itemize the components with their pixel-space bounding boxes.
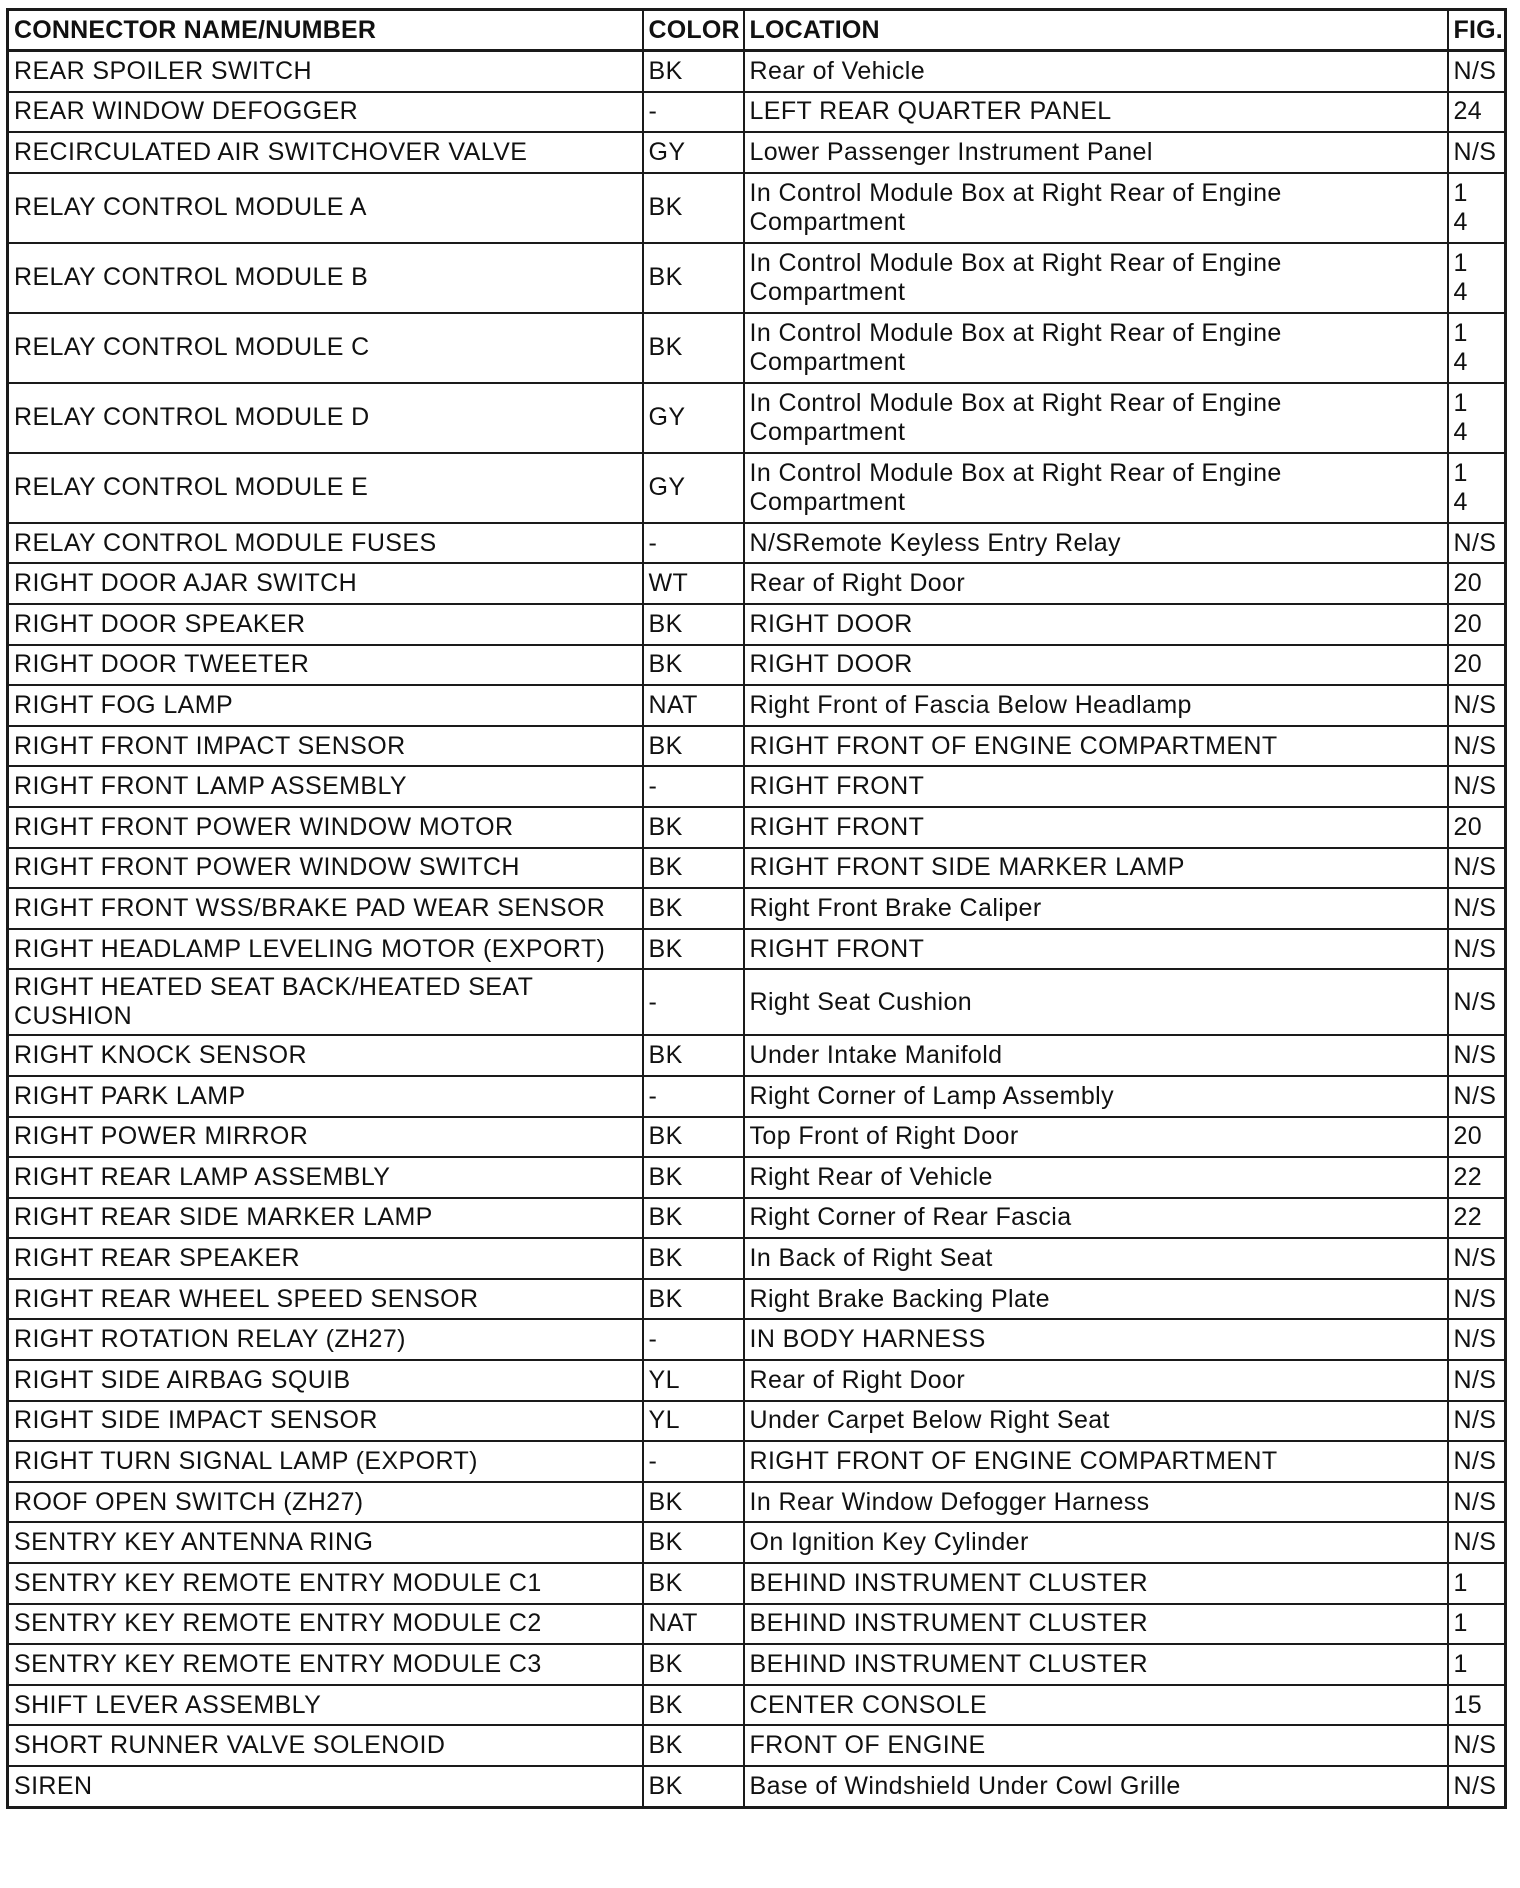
connector-name-cell: RELAY CONTROL MODULE FUSES	[8, 523, 643, 564]
location-cell: On Ignition Key Cylinder	[744, 1522, 1448, 1563]
table-row	[8, 1644, 1506, 1685]
connector-name-cell: RIGHT DOOR SPEAKER	[8, 604, 643, 645]
color-cell: GY	[643, 453, 744, 523]
header-row	[8, 10, 1506, 51]
fig-cell: N/S	[1448, 523, 1506, 564]
fig-cell: N/S	[1448, 1360, 1506, 1401]
color-cell: -	[643, 969, 744, 1035]
connector-name-cell: RELAY CONTROL MODULE A	[8, 173, 643, 243]
fig-cell: N/S	[1448, 969, 1506, 1035]
table-row	[8, 929, 1506, 970]
header-color: COLOR	[643, 10, 744, 51]
connector-name-cell: RELAY CONTROL MODULE B	[8, 243, 643, 313]
fig-cell: 1 4	[1448, 453, 1506, 523]
color-cell: BK	[643, 173, 744, 243]
color-cell: NAT	[643, 685, 744, 726]
location-cell: Lower Passenger Instrument Panel	[744, 132, 1448, 173]
fig-cell: 20	[1448, 807, 1506, 848]
location-cell: In Control Module Box at Right Rear of Engine Compartment	[744, 313, 1448, 383]
table-row	[8, 1482, 1506, 1523]
table-row	[8, 848, 1506, 889]
color-cell: BK	[643, 726, 744, 767]
connector-name-cell: SHORT RUNNER VALVE SOLENOID	[8, 1725, 643, 1766]
color-cell: -	[643, 1076, 744, 1117]
connector-name-cell: RIGHT SIDE IMPACT SENSOR	[8, 1401, 643, 1442]
location-cell: In Back of Right Seat	[744, 1238, 1448, 1279]
color-cell: BK	[643, 807, 744, 848]
color-cell: GY	[643, 383, 744, 453]
connector-name-cell: RIGHT HEADLAMP LEVELING MOTOR (EXPORT)	[8, 929, 643, 970]
fig-cell: N/S	[1448, 1766, 1506, 1807]
table-row	[8, 313, 1506, 383]
table-row	[8, 1685, 1506, 1726]
table-header	[8, 10, 1506, 51]
connector-name-cell: SHIFT LEVER ASSEMBLY	[8, 1685, 643, 1726]
table-row	[8, 645, 1506, 686]
table-row	[8, 1360, 1506, 1401]
color-cell: YL	[643, 1360, 744, 1401]
fig-cell: N/S	[1448, 766, 1506, 807]
color-cell: BK	[643, 1157, 744, 1198]
color-cell: WT	[643, 563, 744, 604]
table-row	[8, 523, 1506, 564]
connector-name-cell: RIGHT TURN SIGNAL LAMP (EXPORT)	[8, 1441, 643, 1482]
fig-cell: N/S	[1448, 132, 1506, 173]
fig-cell: N/S	[1448, 685, 1506, 726]
connector-name-cell: RIGHT FRONT POWER WINDOW MOTOR	[8, 807, 643, 848]
location-cell: RIGHT DOOR	[744, 645, 1448, 686]
location-cell: BEHIND INSTRUMENT CLUSTER	[744, 1644, 1448, 1685]
connector-name-cell: RIGHT PARK LAMP	[8, 1076, 643, 1117]
header-location: LOCATION	[744, 10, 1448, 51]
table-row	[8, 1766, 1506, 1807]
location-cell: LEFT REAR QUARTER PANEL	[744, 92, 1448, 133]
table-row	[8, 1035, 1506, 1076]
location-cell: Right Seat Cushion	[744, 969, 1448, 1035]
location-cell: In Control Module Box at Right Rear of Engine Compartment	[744, 243, 1448, 313]
location-cell: In Control Module Box at Right Rear of Engine Compartment	[744, 453, 1448, 523]
connector-name-cell: RELAY CONTROL MODULE C	[8, 313, 643, 383]
color-cell: BK	[643, 1279, 744, 1320]
location-cell: Under Intake Manifold	[744, 1035, 1448, 1076]
color-cell: GY	[643, 132, 744, 173]
connector-name-cell: RIGHT ROTATION RELAY (ZH27)	[8, 1319, 643, 1360]
table-row	[8, 51, 1506, 92]
fig-cell: N/S	[1448, 726, 1506, 767]
location-cell: RIGHT FRONT OF ENGINE COMPARTMENT	[744, 1441, 1448, 1482]
color-cell: NAT	[643, 1604, 744, 1645]
table-row	[8, 726, 1506, 767]
color-cell: BK	[643, 1685, 744, 1726]
fig-cell: N/S	[1448, 888, 1506, 929]
color-cell: BK	[643, 1563, 744, 1604]
location-cell: FRONT OF ENGINE	[744, 1725, 1448, 1766]
table-row	[8, 1076, 1506, 1117]
fig-cell: 22	[1448, 1157, 1506, 1198]
connector-name-cell: RIGHT HEATED SEAT BACK/HEATED SEAT CUSHION	[8, 969, 643, 1035]
connector-name-cell: SENTRY KEY REMOTE ENTRY MODULE C3	[8, 1644, 643, 1685]
location-cell: Right Corner of Lamp Assembly	[744, 1076, 1448, 1117]
connector-table	[6, 8, 1507, 1809]
fig-cell: 1 4	[1448, 173, 1506, 243]
color-cell: -	[643, 766, 744, 807]
connector-name-cell: RIGHT REAR SPEAKER	[8, 1238, 643, 1279]
table-row	[8, 888, 1506, 929]
table-row	[8, 1401, 1506, 1442]
table-row	[8, 604, 1506, 645]
connector-name-cell: RIGHT FRONT POWER WINDOW SWITCH	[8, 848, 643, 889]
color-cell: BK	[643, 848, 744, 889]
color-cell: BK	[643, 1035, 744, 1076]
color-cell: BK	[643, 243, 744, 313]
location-cell: RIGHT FRONT	[744, 807, 1448, 848]
location-cell: Right Front Brake Caliper	[744, 888, 1448, 929]
connector-name-cell: REAR SPOILER SWITCH	[8, 51, 643, 92]
connector-name-cell: REAR WINDOW DEFOGGER	[8, 92, 643, 133]
location-cell: IN BODY HARNESS	[744, 1319, 1448, 1360]
table-row	[8, 1604, 1506, 1645]
fig-cell: N/S	[1448, 848, 1506, 889]
color-cell: BK	[643, 645, 744, 686]
connector-name-cell: RIGHT SIDE AIRBAG SQUIB	[8, 1360, 643, 1401]
table-row	[8, 1198, 1506, 1239]
table-row	[8, 1441, 1506, 1482]
color-cell: -	[643, 92, 744, 133]
location-cell: BEHIND INSTRUMENT CLUSTER	[744, 1563, 1448, 1604]
table-row	[8, 563, 1506, 604]
location-cell: Base of Windshield Under Cowl Grille	[744, 1766, 1448, 1807]
table-row	[8, 132, 1506, 173]
table-row	[8, 969, 1506, 1035]
table-row	[8, 1279, 1506, 1320]
color-cell: BK	[643, 888, 744, 929]
connector-name-cell: RIGHT KNOCK SENSOR	[8, 1035, 643, 1076]
fig-cell: N/S	[1448, 1076, 1506, 1117]
color-cell: -	[643, 1319, 744, 1360]
table-row	[8, 1522, 1506, 1563]
fig-cell: 24	[1448, 92, 1506, 133]
location-cell: Right Rear of Vehicle	[744, 1157, 1448, 1198]
table-row	[8, 807, 1506, 848]
color-cell: BK	[643, 1766, 744, 1807]
connector-name-cell: SENTRY KEY REMOTE ENTRY MODULE C2	[8, 1604, 643, 1645]
fig-cell: N/S	[1448, 1279, 1506, 1320]
location-cell: In Control Module Box at Right Rear of Engine Compartment	[744, 173, 1448, 243]
table-row	[8, 453, 1506, 523]
location-cell: RIGHT FRONT	[744, 766, 1448, 807]
table-row	[8, 1157, 1506, 1198]
table-row	[8, 766, 1506, 807]
connector-name-cell: RIGHT REAR WHEEL SPEED SENSOR	[8, 1279, 643, 1320]
color-cell: -	[643, 523, 744, 564]
location-cell: BEHIND INSTRUMENT CLUSTER	[744, 1604, 1448, 1645]
color-cell: BK	[643, 51, 744, 92]
fig-cell: N/S	[1448, 51, 1506, 92]
fig-cell: N/S	[1448, 1522, 1506, 1563]
color-cell: BK	[643, 1198, 744, 1239]
table-row	[8, 1725, 1506, 1766]
connector-name-cell: SIREN	[8, 1766, 643, 1807]
connector-name-cell: RIGHT FRONT IMPACT SENSOR	[8, 726, 643, 767]
fig-cell: 20	[1448, 604, 1506, 645]
connector-name-cell: ROOF OPEN SWITCH (ZH27)	[8, 1482, 643, 1523]
color-cell: BK	[643, 1644, 744, 1685]
header-connector-name: CONNECTOR NAME/NUMBER	[8, 10, 643, 51]
fig-cell: 20	[1448, 645, 1506, 686]
location-cell: Under Carpet Below Right Seat	[744, 1401, 1448, 1442]
connector-name-cell: RELAY CONTROL MODULE D	[8, 383, 643, 453]
location-cell: CENTER CONSOLE	[744, 1685, 1448, 1726]
fig-cell: 1	[1448, 1644, 1506, 1685]
location-cell: In Control Module Box at Right Rear of Engine Compartment	[744, 383, 1448, 453]
connector-name-cell: RIGHT DOOR AJAR SWITCH	[8, 563, 643, 604]
location-cell: Right Corner of Rear Fascia	[744, 1198, 1448, 1239]
connector-name-cell: RIGHT FRONT LAMP ASSEMBLY	[8, 766, 643, 807]
connector-name-cell: RECIRCULATED AIR SWITCHOVER VALVE	[8, 132, 643, 173]
connector-name-cell: RIGHT DOOR TWEETER	[8, 645, 643, 686]
color-cell: BK	[643, 604, 744, 645]
location-cell: Rear of Right Door	[744, 1360, 1448, 1401]
location-cell: Rear of Vehicle	[744, 51, 1448, 92]
fig-cell: N/S	[1448, 929, 1506, 970]
location-cell: RIGHT FRONT	[744, 929, 1448, 970]
table-row	[8, 685, 1506, 726]
fig-cell: 15	[1448, 1685, 1506, 1726]
fig-cell: 1	[1448, 1563, 1506, 1604]
color-cell: BK	[643, 929, 744, 970]
color-cell: BK	[643, 1238, 744, 1279]
fig-cell: 20	[1448, 563, 1506, 604]
fig-cell: N/S	[1448, 1725, 1506, 1766]
color-cell: YL	[643, 1401, 744, 1442]
color-cell: -	[643, 1441, 744, 1482]
location-cell: Top Front of Right Door	[744, 1117, 1448, 1158]
table-row	[8, 1563, 1506, 1604]
fig-cell: 22	[1448, 1198, 1506, 1239]
table-row	[8, 1117, 1506, 1158]
table-row	[8, 173, 1506, 243]
fig-cell: 20	[1448, 1117, 1506, 1158]
color-cell: BK	[643, 313, 744, 383]
location-cell: RIGHT DOOR	[744, 604, 1448, 645]
connector-name-cell: SENTRY KEY ANTENNA RING	[8, 1522, 643, 1563]
fig-cell: 1 4	[1448, 243, 1506, 313]
fig-cell: N/S	[1448, 1035, 1506, 1076]
connector-name-cell: RIGHT POWER MIRROR	[8, 1117, 643, 1158]
header-fig: FIG.	[1448, 10, 1506, 51]
location-cell: N/SRemote Keyless Entry Relay	[744, 523, 1448, 564]
location-cell: RIGHT FRONT SIDE MARKER LAMP	[744, 848, 1448, 889]
fig-cell: 1 4	[1448, 313, 1506, 383]
connector-name-cell: RELAY CONTROL MODULE E	[8, 453, 643, 523]
location-cell: Rear of Right Door	[744, 563, 1448, 604]
fig-cell: N/S	[1448, 1401, 1506, 1442]
table-row	[8, 383, 1506, 453]
connector-name-cell: RIGHT FRONT WSS/BRAKE PAD WEAR SENSOR	[8, 888, 643, 929]
table-body	[8, 51, 1506, 1808]
fig-cell: N/S	[1448, 1238, 1506, 1279]
table-row	[8, 243, 1506, 313]
location-cell: In Rear Window Defogger Harness	[744, 1482, 1448, 1523]
color-cell: BK	[643, 1482, 744, 1523]
connector-name-cell: RIGHT REAR LAMP ASSEMBLY	[8, 1157, 643, 1198]
fig-cell: 1	[1448, 1604, 1506, 1645]
table-row	[8, 1319, 1506, 1360]
connector-name-cell: RIGHT REAR SIDE MARKER LAMP	[8, 1198, 643, 1239]
color-cell: BK	[643, 1117, 744, 1158]
connector-name-cell: RIGHT FOG LAMP	[8, 685, 643, 726]
table-row	[8, 1238, 1506, 1279]
fig-cell: N/S	[1448, 1319, 1506, 1360]
fig-cell: N/S	[1448, 1441, 1506, 1482]
location-cell: Right Front of Fascia Below Headlamp	[744, 685, 1448, 726]
color-cell: BK	[643, 1725, 744, 1766]
color-cell: BK	[643, 1522, 744, 1563]
table-row	[8, 92, 1506, 133]
fig-cell: 1 4	[1448, 383, 1506, 453]
fig-cell: N/S	[1448, 1482, 1506, 1523]
location-cell: RIGHT FRONT OF ENGINE COMPARTMENT	[744, 726, 1448, 767]
location-cell: Right Brake Backing Plate	[744, 1279, 1448, 1320]
connector-name-cell: SENTRY KEY REMOTE ENTRY MODULE C1	[8, 1563, 643, 1604]
